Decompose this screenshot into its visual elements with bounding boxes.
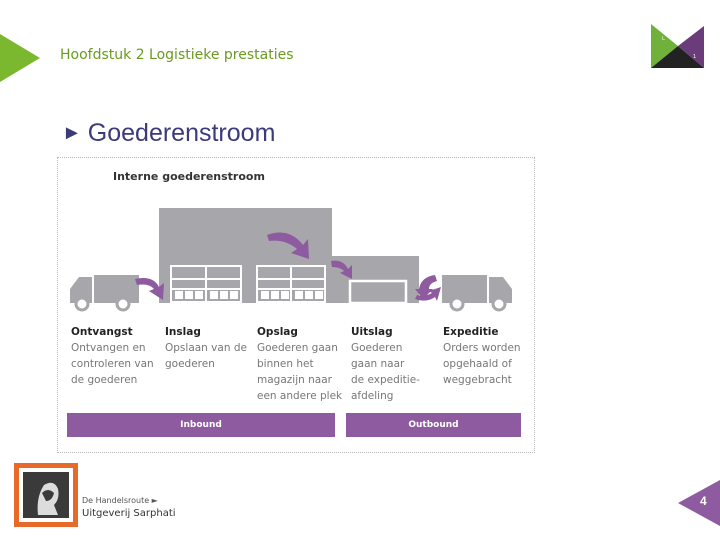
page-number: 4: [700, 494, 707, 508]
dock-door: [350, 281, 406, 303]
figure-heading: Interne goederenstroom: [113, 170, 265, 183]
slide-title-text: Goederenstroom: [87, 119, 276, 147]
corner-ornament-icon: [648, 24, 708, 76]
expedition-truck-icon: [442, 275, 512, 310]
title-bullet-icon: ►: [62, 122, 82, 144]
step-description: Ontvangen en controleren van de goederen: [71, 342, 154, 386]
corner-mark-l: L: [662, 36, 665, 42]
publisher-logo-icon: [14, 463, 78, 527]
step-expeditie: [443, 324, 521, 388]
outbound-band: Outbound: [346, 413, 521, 437]
step-description: Opslaan van de goederen: [165, 342, 247, 370]
step-opslag: [257, 324, 342, 404]
step-title: Uitslag: [351, 326, 393, 338]
step-title: Inslag: [165, 326, 201, 338]
warehouse-illustration: [57, 157, 535, 317]
page-number-marker: [678, 480, 720, 526]
slide-title: [62, 119, 275, 148]
step-title: Opslag: [257, 326, 298, 338]
step-description: Goederen gaan naar de expeditie- afdeling: [351, 342, 420, 402]
publisher-line-2: Uitgeverij Sarphati: [82, 508, 176, 519]
inbound-band: Inbound: [67, 413, 335, 437]
step-title: Ontvangst: [71, 326, 133, 338]
step-inslag: [165, 324, 247, 372]
receiving-truck-icon: [70, 275, 139, 310]
step-description: Orders worden opgehaald of weggebracht: [443, 342, 521, 386]
step-title: Expeditie: [443, 326, 499, 338]
chapter-title: Hoofdstuk 2 Logistieke prestaties: [60, 47, 294, 63]
corner-mark-1: 1: [693, 54, 697, 60]
publisher-line-1: De Handelsroute ►: [82, 496, 158, 505]
step-description: Goederen gaan binnen het magazijn naar een andere plek: [257, 342, 343, 402]
corner-triangle-green-decoration: [0, 0, 45, 82]
step-ontvangst: [71, 324, 154, 388]
step-uitslag: [351, 324, 420, 404]
